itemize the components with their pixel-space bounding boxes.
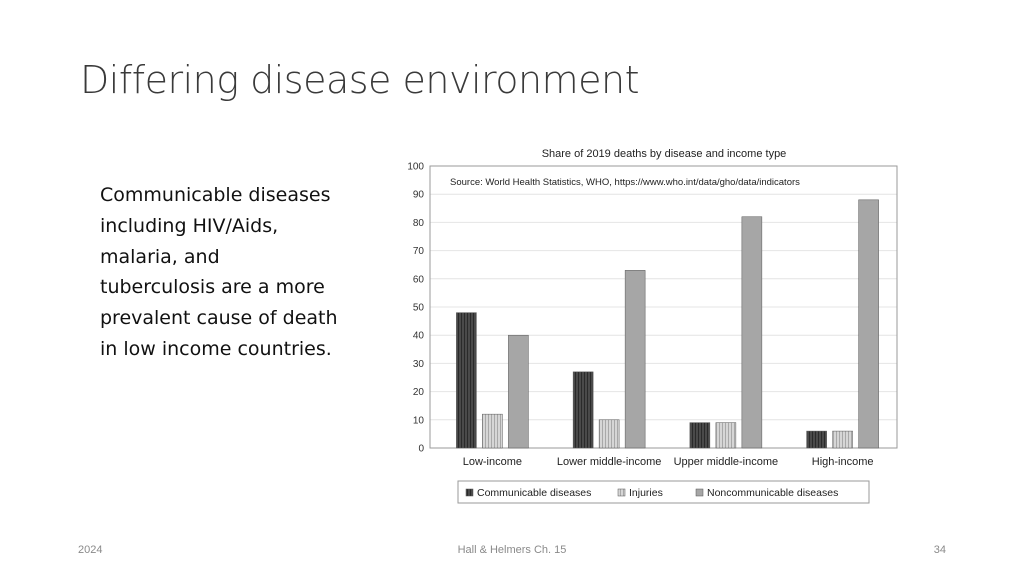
x-tick-label: Upper middle-income <box>673 456 779 468</box>
y-tick-label: 90 <box>412 189 424 201</box>
bar-noncommunicable-diseases <box>859 200 879 448</box>
y-tick-label: 10 <box>412 415 424 427</box>
bar-injuries <box>599 420 619 448</box>
bar-noncommunicable-diseases <box>508 335 528 448</box>
bar-noncommunicable-diseases <box>742 217 762 448</box>
x-tick-label: High-income <box>811 456 874 468</box>
bar-communicable-diseases <box>807 431 827 448</box>
y-tick-label: 0 <box>418 443 424 455</box>
legend-swatch <box>696 489 703 496</box>
footer-source: Hall & Helmers Ch. 15 <box>457 544 567 556</box>
body-text: Communicable diseases including HIV/Aids, malaria, and tuberculosis are a more prevalent cause of death in low income countries. <box>100 184 338 360</box>
bar-communicable-diseases <box>456 313 476 448</box>
y-tick-label: 80 <box>412 217 424 229</box>
bar-injuries <box>716 423 736 448</box>
chart-title: Share of 2019 deaths by disease and income type <box>541 148 787 160</box>
bar-communicable-diseases <box>690 423 710 448</box>
legend-label: Noncommunicable diseases <box>707 487 839 499</box>
y-tick-label: 30 <box>412 358 424 370</box>
bar-injuries <box>833 431 853 448</box>
footer-page-number: 34 <box>933 544 946 556</box>
y-tick-label: 40 <box>412 330 424 342</box>
legend-label: Injuries <box>629 487 663 499</box>
y-tick-label: 50 <box>412 302 424 314</box>
slide-title: Differing disease environment <box>80 58 640 102</box>
y-tick-label: 100 <box>407 161 424 173</box>
chart-annotation: Source: World Health Statistics, WHO, https://www.who.int/data/gho/data/indicators <box>450 177 800 188</box>
legend-swatch <box>618 489 625 496</box>
legend <box>458 481 869 503</box>
x-tick-label: Lower middle-income <box>556 456 662 468</box>
y-tick-label: 70 <box>412 246 424 258</box>
legend-swatch <box>466 489 473 496</box>
bar-injuries <box>482 414 502 448</box>
bar-communicable-diseases <box>573 372 593 448</box>
bar-noncommunicable-diseases <box>625 270 645 448</box>
bar-chart <box>380 140 920 520</box>
x-tick-label: Low-income <box>462 456 523 468</box>
legend-label: Communicable diseases <box>477 487 592 499</box>
y-tick-label: 20 <box>412 387 424 399</box>
chart-container <box>380 140 920 520</box>
footer-date: 2024 <box>78 544 103 556</box>
y-tick-label: 60 <box>412 274 424 286</box>
